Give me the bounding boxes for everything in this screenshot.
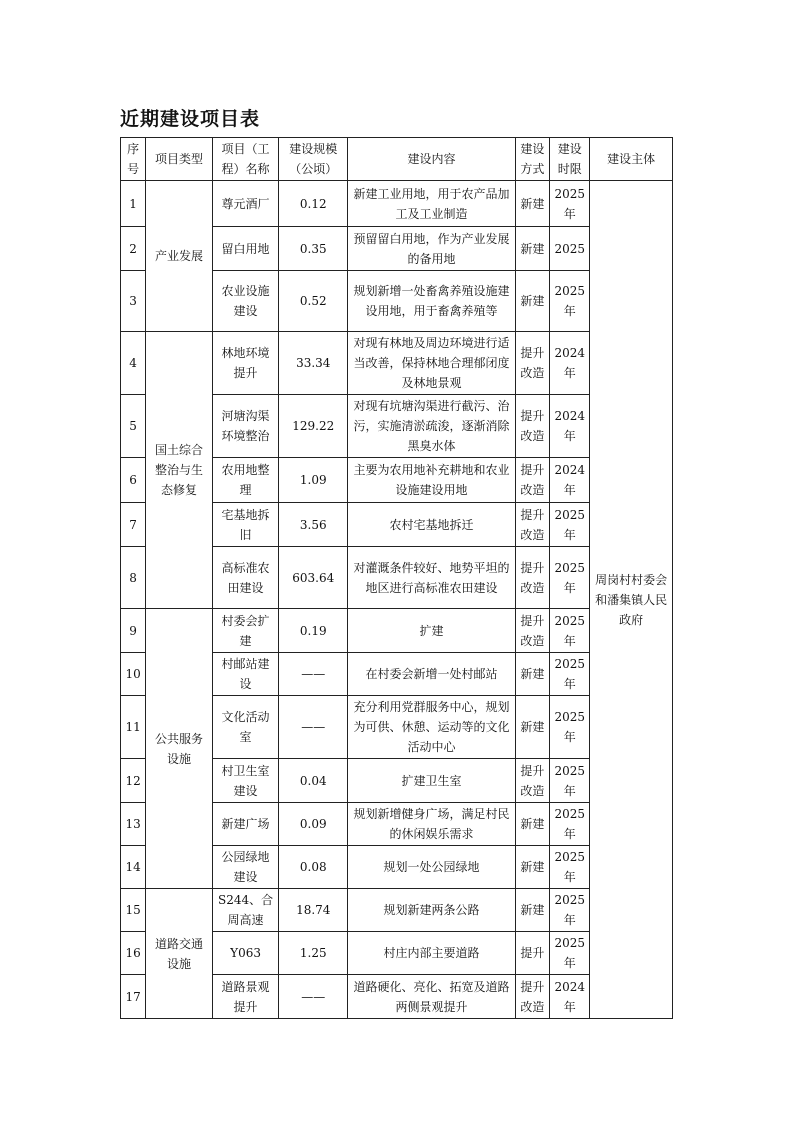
- cell-name: 宅基地拆旧: [212, 503, 279, 547]
- cell-mode: 新建: [515, 803, 549, 846]
- cell-content: 在村委会新增一处村邮站: [348, 653, 516, 696]
- cell-name: 文化活动室: [212, 696, 279, 759]
- cell-seq: 17: [121, 975, 146, 1019]
- cell-seq: 3: [121, 271, 146, 332]
- cell-year: 2025年: [550, 503, 590, 547]
- table-row: [121, 181, 673, 227]
- cell-year: 2025年: [550, 271, 590, 332]
- header-scale: 建设规模（公顷）: [279, 138, 348, 181]
- cell-scale: ——: [279, 975, 348, 1019]
- cell-name: 高标准农田建设: [212, 547, 279, 609]
- cell-scale: 0.35: [279, 227, 348, 271]
- cell-mode: 新建: [515, 653, 549, 696]
- cell-scale: 0.08: [279, 846, 348, 889]
- cell-year: 2025年: [550, 696, 590, 759]
- cell-seq: 12: [121, 759, 146, 803]
- cell-content: 主要为农用地补充耕地和农业设施建设用地: [348, 458, 516, 503]
- cell-content: 道路硬化、亮化、拓宽及道路两侧景观提升: [348, 975, 516, 1019]
- cell-mode: 提升改造: [515, 975, 549, 1019]
- header-name: 项目（工程）名称: [212, 138, 279, 181]
- cell-year: 2024年: [550, 975, 590, 1019]
- cell-content: 对现有林地及周边环境进行适当改善，保持林地合理郁闭度及林地景观: [348, 332, 516, 395]
- cell-year: 2024年: [550, 332, 590, 395]
- cell-content: 扩建卫生室: [348, 759, 516, 803]
- cell-group-public: 公共服务设施: [146, 609, 213, 889]
- cell-content: 充分利用党群服务中心，规划为可供、休憩、运动等的文化活动中心: [348, 696, 516, 759]
- cell-year: 2024年: [550, 458, 590, 503]
- cell-scale: 129.22: [279, 395, 348, 458]
- cell-year: 2025: [550, 227, 590, 271]
- cell-seq: 2: [121, 227, 146, 271]
- cell-content: 扩建: [348, 609, 516, 653]
- header-mode: 建设方式: [515, 138, 549, 181]
- cell-content: 对现有坑塘沟渠进行截污、治污，实施清淤疏浚，逐渐消除黑臭水体: [348, 395, 516, 458]
- cell-year: 2025年: [550, 846, 590, 889]
- cell-year: 2025年: [550, 759, 590, 803]
- cell-scale: 0.19: [279, 609, 348, 653]
- cell-content: 对灌溉条件较好、地势平坦的地区进行高标准农田建设: [348, 547, 516, 609]
- header-body: 建设主体: [590, 138, 673, 181]
- header-year: 建设时限: [550, 138, 590, 181]
- cell-name: 农用地整理: [212, 458, 279, 503]
- cell-content: 规划新增一处畜禽养殖设施建设用地，用于畜禽养殖等: [348, 271, 516, 332]
- cell-scale: 33.34: [279, 332, 348, 395]
- cell-scale: 603.64: [279, 547, 348, 609]
- header-type: 项目类型: [146, 138, 213, 181]
- cell-mode: 新建: [515, 181, 549, 227]
- cell-content: 预留留白用地，作为产业发展的备用地: [348, 227, 516, 271]
- cell-year: 2025年: [550, 653, 590, 696]
- cell-seq: 6: [121, 458, 146, 503]
- cell-seq: 1: [121, 181, 146, 227]
- cell-seq: 5: [121, 395, 146, 458]
- cell-seq: 8: [121, 547, 146, 609]
- page-title: 近期建设项目表: [120, 108, 261, 130]
- project-table: [120, 137, 673, 1019]
- cell-content: 农村宅基地拆迁: [348, 503, 516, 547]
- cell-year: 2025年: [550, 609, 590, 653]
- cell-mode: 提升改造: [515, 759, 549, 803]
- cell-seq: 14: [121, 846, 146, 889]
- cell-scale: 0.52: [279, 271, 348, 332]
- table-row: [121, 889, 673, 932]
- cell-group-road: 道路交通设施: [146, 889, 213, 1019]
- cell-name: Y063: [212, 932, 279, 975]
- cell-mode: 新建: [515, 696, 549, 759]
- cell-scale: 0.12: [279, 181, 348, 227]
- cell-mode: 提升改造: [515, 458, 549, 503]
- cell-year: 2025年: [550, 547, 590, 609]
- cell-body: 周岗村村委会和潘集镇人民政府: [590, 181, 673, 1019]
- cell-content: 规划一处公园绿地: [348, 846, 516, 889]
- cell-name: 村委会扩建: [212, 609, 279, 653]
- table-row: [121, 609, 673, 653]
- cell-seq: 16: [121, 932, 146, 975]
- cell-seq: 7: [121, 503, 146, 547]
- cell-scale: 1.09: [279, 458, 348, 503]
- cell-scale: 0.04: [279, 759, 348, 803]
- cell-seq: 9: [121, 609, 146, 653]
- cell-seq: 11: [121, 696, 146, 759]
- cell-mode: 提升改造: [515, 332, 549, 395]
- cell-group-industry: 产业发展: [146, 181, 213, 332]
- cell-mode: 提升: [515, 932, 549, 975]
- cell-mode: 提升改造: [515, 503, 549, 547]
- cell-year: 2025年: [550, 181, 590, 227]
- cell-scale: 18.74: [279, 889, 348, 932]
- cell-mode: 新建: [515, 271, 549, 332]
- cell-scale: 1.25: [279, 932, 348, 975]
- header-content: 建设内容: [348, 138, 516, 181]
- cell-mode: 新建: [515, 227, 549, 271]
- cell-name: 公园绿地建设: [212, 846, 279, 889]
- cell-seq: 13: [121, 803, 146, 846]
- cell-name: 村卫生室建设: [212, 759, 279, 803]
- cell-mode: 提升改造: [515, 609, 549, 653]
- cell-scale: ——: [279, 696, 348, 759]
- cell-name: 村邮站建设: [212, 653, 279, 696]
- cell-seq: 10: [121, 653, 146, 696]
- cell-seq: 4: [121, 332, 146, 395]
- cell-name: 林地环境提升: [212, 332, 279, 395]
- cell-name: 道路景观提升: [212, 975, 279, 1019]
- cell-scale: 3.56: [279, 503, 348, 547]
- cell-content: 村庄内部主要道路: [348, 932, 516, 975]
- cell-scale: ——: [279, 653, 348, 696]
- cell-name: S244、合周高速: [212, 889, 279, 932]
- cell-content: 规划新增健身广场，满足村民的休闲娱乐需求: [348, 803, 516, 846]
- cell-mode: 新建: [515, 889, 549, 932]
- cell-year: 2024年: [550, 395, 590, 458]
- cell-content: 规划新建两条公路: [348, 889, 516, 932]
- cell-name: 尊元酒厂: [212, 181, 279, 227]
- cell-year: 2025年: [550, 889, 590, 932]
- cell-name: 农业设施建设: [212, 271, 279, 332]
- cell-scale: 0.09: [279, 803, 348, 846]
- cell-group-land: 国土综合整治与生态修复: [146, 332, 213, 609]
- cell-seq: 15: [121, 889, 146, 932]
- header-seq: 序号: [121, 138, 146, 181]
- cell-mode: 提升改造: [515, 395, 549, 458]
- header-row: [121, 138, 673, 181]
- cell-year: 2025年: [550, 803, 590, 846]
- cell-name: 新建广场: [212, 803, 279, 846]
- cell-mode: 提升改造: [515, 547, 549, 609]
- cell-name: 留白用地: [212, 227, 279, 271]
- cell-year: 2025年: [550, 932, 590, 975]
- table-row: [121, 332, 673, 395]
- cell-content: 新建工业用地，用于农产品加工及工业制造: [348, 181, 516, 227]
- cell-mode: 新建: [515, 846, 549, 889]
- cell-name: 河塘沟渠环境整治: [212, 395, 279, 458]
